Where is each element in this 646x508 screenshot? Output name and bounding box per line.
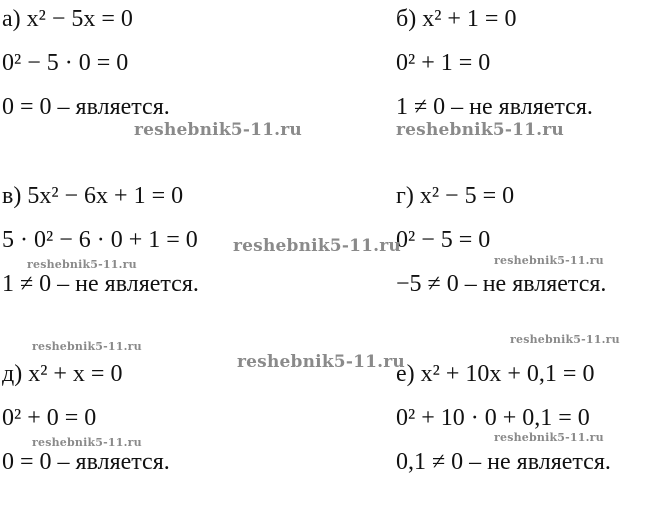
problem-v-substitution: 5 · 0² − 6 · 0 + 1 = 0 [2,227,198,253]
watermark: reshebnik5-11.ru [32,340,142,353]
watermark: reshebnik5-11.ru [494,254,604,267]
watermark: reshebnik5-11.ru [510,333,620,346]
problem-v-equation: в) 5x² − 6x + 1 = 0 [2,183,184,209]
problem-g-substitution: 0² − 5 = 0 [396,227,491,253]
watermark: reshebnik5-11.ru [237,352,405,372]
problem-a-result: 0 = 0 – является. [2,94,170,120]
problem-d-substitution: 0² + 0 = 0 [2,405,97,431]
problem-a-substitution: 0² − 5 · 0 = 0 [2,50,129,76]
problem-d-equation: д) x² + x = 0 [2,361,123,387]
watermark: reshebnik5-11.ru [27,258,137,271]
problem-v-result: 1 ≠ 0 – не является. [2,271,199,297]
watermark: reshebnik5-11.ru [494,431,604,444]
problem-e-result: 0,1 ≠ 0 – не является. [396,449,611,475]
problem-d-result: 0 = 0 – является. [2,449,170,475]
watermark: reshebnik5-11.ru [32,436,142,449]
problem-a-equation: а) x² − 5x = 0 [2,6,133,32]
problem-b-result: 1 ≠ 0 – не является. [396,94,593,120]
watermark: reshebnik5-11.ru [134,120,302,140]
problem-g-equation: г) x² − 5 = 0 [396,183,515,209]
problem-b-equation: б) x² + 1 = 0 [396,6,517,32]
watermark: reshebnik5-11.ru [396,120,564,140]
problem-e-equation: е) x² + 10x + 0,1 = 0 [396,361,595,387]
problem-b-substitution: 0² + 1 = 0 [396,50,491,76]
watermark: reshebnik5-11.ru [233,236,401,256]
problem-e-substitution: 0² + 10 · 0 + 0,1 = 0 [396,405,590,431]
problem-g-result: −5 ≠ 0 – не является. [396,271,607,297]
